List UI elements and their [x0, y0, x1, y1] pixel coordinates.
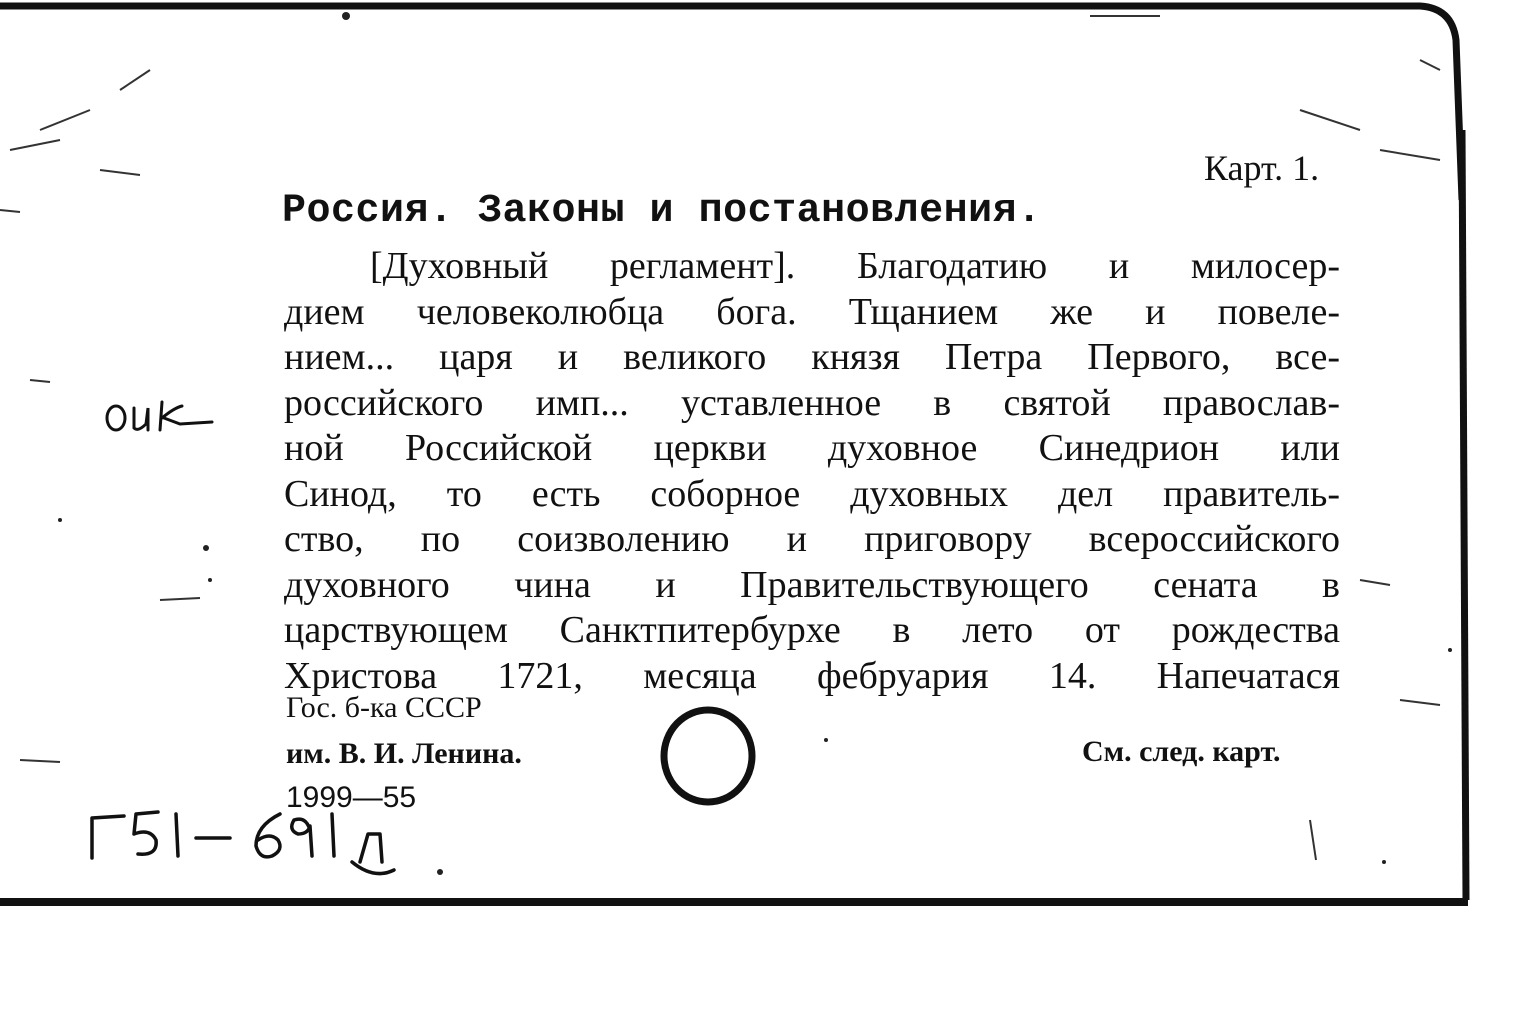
- description-line: царствующем Санктпитербурхе в лето от рождества: [284, 609, 1340, 651]
- description-line: Христова 1721, месяца фебруария 14. Напечатася: [284, 654, 1340, 697]
- description-line: [Духовный регламент]. Благодатию и милосер-: [370, 245, 1340, 287]
- catalog-heading: Россия. Законы и постановления.: [282, 189, 1042, 234]
- handwritten-margin-note: [102, 388, 222, 438]
- bibliographic-description: [284, 244, 1340, 699]
- description-line: ной Российской церкви духовное Синедрион или: [284, 427, 1340, 469]
- description-line: нием... царя и великого князя Петра Первого, все-: [284, 336, 1340, 378]
- card-number: Карт. 1.: [1204, 148, 1320, 188]
- description-line: Синод, то есть соборное духовных дел правитель-: [284, 472, 1340, 515]
- description-line: духовного чина и Правительствующего сената в: [284, 563, 1340, 606]
- handwritten-shelfmark: [84, 800, 444, 890]
- library-name-line: им. В. И. Ленина.: [286, 737, 522, 770]
- see-next-card-note: См. след. карт.: [1082, 735, 1281, 768]
- description-line: дием человеколюбца бога. Тщанием же и повеле-: [284, 290, 1340, 333]
- card-print-number: 1999—55: [286, 781, 417, 814]
- library-name-line: Гос. б-ка СССР: [286, 691, 482, 724]
- punch-hole-circle: [656, 700, 766, 810]
- description-line: ство, по соизволению и приговору всероссийского: [284, 518, 1340, 560]
- description-line: российского имп... уставленное в святой православ-: [284, 381, 1340, 424]
